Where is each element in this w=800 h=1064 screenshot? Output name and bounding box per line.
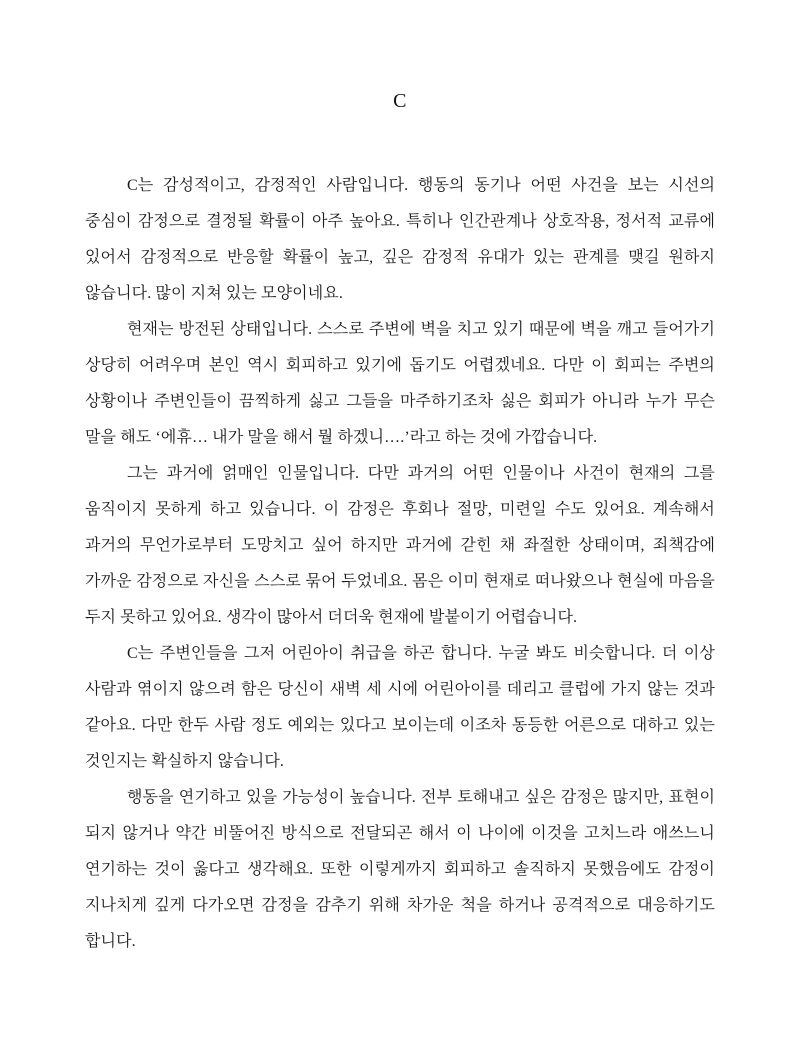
document-body	[85, 168, 715, 960]
paragraph: 행동을 연기하고 있을 가능성이 높습니다. 전부 토해내고 싶은 감정은 많지만, 표현이 되지 않거나 약간 비뚤어진 방식으로 전달되곤 해서 이 나이에 이것을 고치느라 애쓰느니 연기하는 것이 옳다고 생각해요. 또한 이렇게까지 회피하고 솔직하지 못했음에도 감정이 지나치게 깊게 다가오면 감정을 감추기 위해 차가운 척을 하거나 공격적으로 대응하기도 합니다.	[85, 789, 715, 950]
document-title: C	[393, 90, 407, 112]
paragraph: 그는 과거에 얽매인 인물입니다. 다만 과거의 어떤 인물이나 사건이 현재의 그를 움직이지 못하게 하고 있습니다. 이 감정은 후회나 절망, 미련일 수도 있어요. 계속해서 과거의 무언가로부터 도망치고 싶어 하지만 과거에 갇힌 채 좌절한 상태이며, 죄책감에 가까운 감정으로 자신을 스스로 묶어 두었네요. 몸은 이미 현재로 떠나왔으나 현실에 마음을 두지 못하고 있어요. 생각이 많아서 더더욱 현재에 발붙이기 어렵습니다.	[85, 465, 715, 626]
paragraph: 현재는 방전된 상태입니다. 스스로 주변에 벽을 치고 있기 때문에 벽을 깨고 들어가기 상당히 어려우며 본인 역시 회피하고 있기에 돕기도 어렵겠네요. 다만 이 회피는 주변의 상황이나 주변인들이 끔찍하게 싫고 그들을 마주하기조차 싫은 회피가 아니라 누가 무슨 말을 해도 ‘에휴… 내가 말을 해서 뭘 하겠니….’라고 하는 것에 가깝습니다.	[85, 321, 715, 446]
paragraph: C는 감성적이고, 감정적인 사람입니다. 행동의 동기나 어떤 사건을 보는 시선의 중심이 감정으로 결정될 확률이 아주 높아요. 특히나 인간관계나 상호작용, 정서적 교류에 있어서 감정적으로 반응할 확률이 높고, 깊은 감정적 유대가 있는 관계를 맺길 원하지 않습니다. 많이 지쳐 있는 모양이네요.	[85, 177, 715, 302]
paragraph: C는 주변인들을 그저 어린아이 취급을 하곤 합니다. 누굴 봐도 비슷합니다. 더 이상 사람과 엮이지 않으려 함은 당신이 새벽 세 시에 어린아이를 데리고 클럽에 가지 않는 것과 같아요. 다만 한두 사람 정도 예외는 있다고 보이는데 이조차 동등한 어른으로 대하고 있는 것인지는 확실하지 않습니다.	[85, 645, 715, 770]
